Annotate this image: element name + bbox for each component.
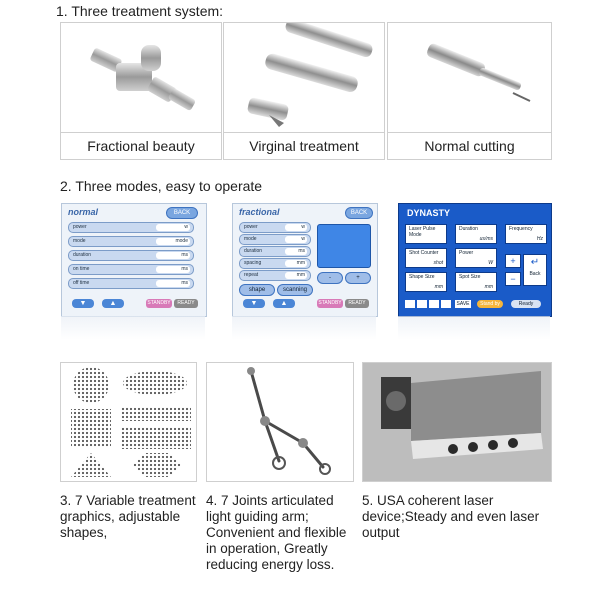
dynasty-ready-button[interactable]: Ready <box>511 300 541 308</box>
feature-text-graphics: 3. 7 Variable treatment graphics, adjustable shapes, <box>60 493 196 540</box>
fractional-down-arrow-icon[interactable]: ▼ <box>243 299 265 308</box>
fractional-ready-button[interactable]: READY <box>345 299 369 308</box>
dynasty-cell-spot-size: Spot Size mm <box>455 272 497 292</box>
normal-row-on-time: on time ms <box>68 264 194 275</box>
dynasty-cell-power: Power W <box>455 248 497 268</box>
fractional-back-button[interactable]: BACK <box>345 207 373 219</box>
fractional-up-arrow-icon[interactable]: ▲ <box>273 299 295 308</box>
fractional-scanning-button[interactable]: scanning <box>277 284 313 296</box>
dynasty-mode-screen <box>398 203 552 317</box>
caption-fractional: Fractional beauty <box>61 132 221 159</box>
normal-title: normal <box>68 207 99 217</box>
dynasty-minus-icon[interactable]: − <box>505 272 521 286</box>
dynasty-title: DYNASTY <box>407 208 451 218</box>
dynasty-grid-box-1[interactable] <box>405 300 415 308</box>
dynasty-standby-button[interactable]: Stand by <box>477 300 503 308</box>
normal-up-arrow-icon[interactable]: ▲ <box>102 299 124 308</box>
normal-row-duration: duration ms <box>68 250 194 261</box>
normal-row-off-time: off time ms <box>68 278 194 289</box>
dynasty-grid-box-3[interactable] <box>429 300 439 308</box>
virginal-handpiece-image <box>224 23 384 130</box>
fractional-row-mode: mode w <box>239 234 311 245</box>
section1-heading: 1. Three treatment system: <box>56 3 224 19</box>
fractional-minus-button[interactable]: - <box>317 272 343 284</box>
fractional-row-power: power w <box>239 222 311 233</box>
treatment-card-normal <box>387 22 552 160</box>
fractional-mode-screen <box>232 203 378 317</box>
normal-mode-screen <box>61 203 207 317</box>
normal-row-power: power w <box>68 222 194 233</box>
dynasty-reflection <box>398 316 550 340</box>
dynasty-back-label: Back <box>529 271 541 277</box>
fractional-reflection <box>232 316 376 340</box>
fractional-shape-button[interactable]: shape <box>239 284 275 296</box>
fractional-row-duration: duration ms <box>239 246 311 257</box>
normal-standby-button[interactable]: STANDBY <box>147 300 171 306</box>
normal-handpiece-image <box>388 23 551 130</box>
normal-back-button[interactable]: BACK <box>166 207 198 219</box>
normal-down-arrow-icon[interactable]: ▼ <box>72 299 94 308</box>
feature-text-arm: 4. 7 Joints articulated light guiding arm; Convenient and flexible in operation, Greatly reducing energy loss. <box>206 493 347 572</box>
dynasty-cell-frequency: Frequency Hz <box>505 224 547 244</box>
normal-ready-button[interactable]: READY <box>174 299 198 308</box>
dynasty-cell-shot-counter: Shot Counter shot <box>405 248 447 268</box>
caption-virginal: Virginal treatment <box>224 132 384 159</box>
treatment-graphics-image <box>60 362 197 482</box>
feature-text-laser: 5. USA coherent laser device;Steady and even laser output <box>362 493 540 540</box>
fractional-row-spacing: spacing mm <box>239 258 311 269</box>
fractional-row-repeat: repeat mm <box>239 270 311 281</box>
treatment-card-fractional <box>60 22 222 160</box>
normal-row-mode: mode mode <box>68 236 194 247</box>
dynasty-cell-shape-size: Shape Size mm <box>405 272 447 292</box>
fractional-standby-button[interactable]: STANDBY <box>318 300 342 306</box>
dynasty-back-button[interactable] <box>523 254 547 286</box>
dynasty-plus-icon[interactable]: + <box>505 254 521 268</box>
articulated-arm-image <box>206 362 354 482</box>
dynasty-cell-duration: Duration us/ms <box>455 224 497 244</box>
dynasty-grid-box-2[interactable] <box>417 300 427 308</box>
dynasty-grid-box-4[interactable] <box>441 300 451 308</box>
section2-heading: 2. Three modes, easy to operate <box>60 178 263 194</box>
fractional-title: fractional <box>239 207 280 217</box>
caption-normal: Normal cutting <box>388 132 551 159</box>
treatment-card-virginal <box>223 22 385 160</box>
normal-reflection <box>61 316 205 340</box>
fractional-plus-button[interactable]: + <box>345 272 371 284</box>
fractional-shape-preview <box>317 224 371 268</box>
laser-device-image <box>362 362 552 482</box>
dynasty-cell-pulse-mode: Laser Pulse Mode <box>405 224 447 244</box>
dynasty-save-button[interactable]: SAVE <box>456 301 470 307</box>
enter-arrow-icon: ↵ <box>530 257 540 268</box>
fractional-handpiece-image <box>61 23 221 130</box>
